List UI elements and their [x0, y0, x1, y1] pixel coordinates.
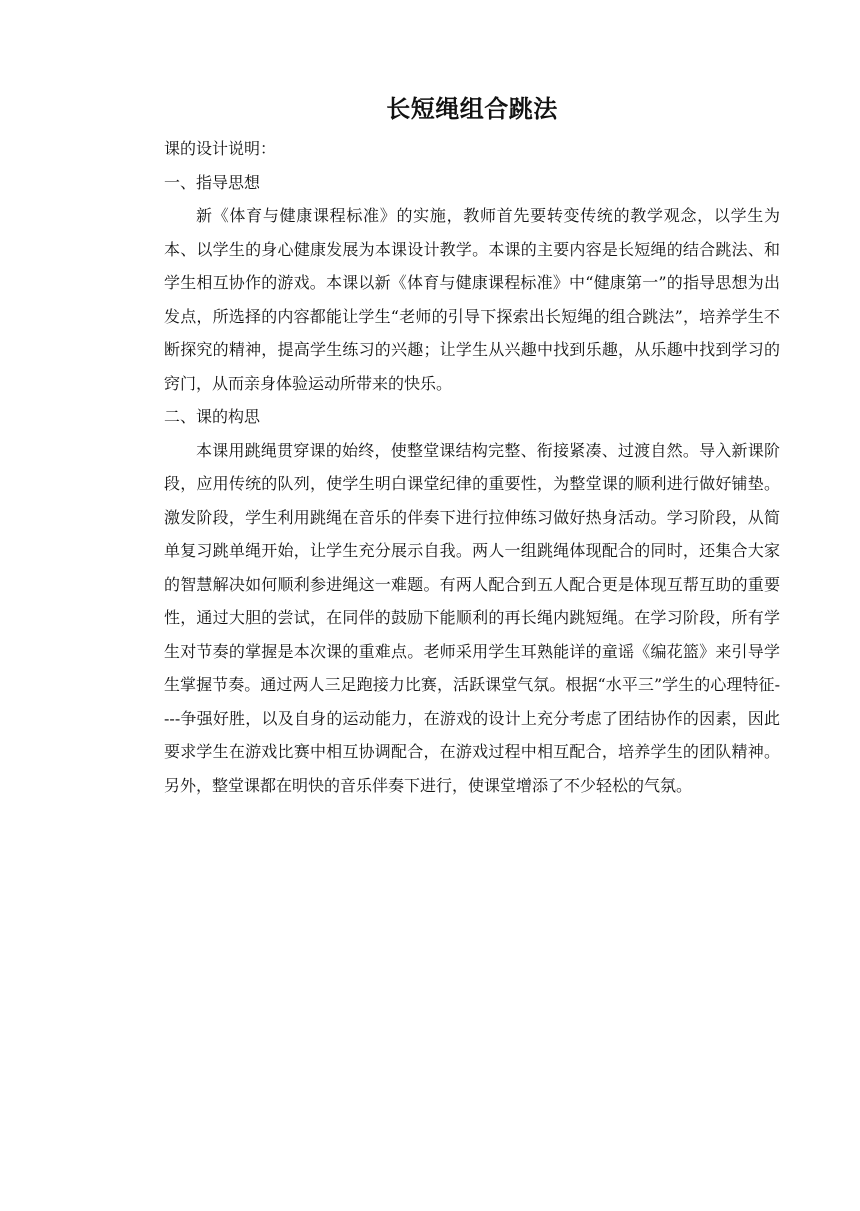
section-paragraph-lesson-concept: 本课用跳绳贯穿课的始终，使整堂课结构完整、衔接紧凑、过渡自然。导入新课阶段，应用传统的队列，使学生明白课堂纪律的重要性，为整堂课的顺利进行做好铺垫。激发阶段，学生利用跳绳在音乐的伴奏下进行拉伸练习做好热身活动。学习阶段，从简单复习跳单绳开始，让学生充分展示自我。两人一组跳绳体现配合的同时，还集合大家的智慧解决如何顺利参进绳这一难题。有两人配合到五人配合更是体现互帮互助的重要性，通过大胆的尝试，在同伴的鼓励下能顺利的再长绳内跳短绳。在学习阶段，所有学生对节奏的掌握是本次课的重难点。老师采用学生耳熟能详的童谣《编花篮》来引导学生掌握节奏。通过两人三足跑接力比赛，活跃课堂气氛。根据“水平三”学生的心理特征----争强好胜，以及自身的运动能力，在游戏的设计上充分考虑了团结协作的因素，因此要求学生在游戏比赛中相互协调配合，在游戏过程中相互配合，培养学生的团队精神。另外，整堂课都在明快的音乐伴奏下进行，使课堂增添了不少轻松的气氛。	[164, 440, 780, 795]
section-heading-guiding-idea: 一、指导思想	[164, 172, 261, 192]
section-heading-lesson-concept: 二、课的构思	[164, 407, 261, 426]
document-body	[164, 92, 780, 802]
intro-label: 课的设计说明：	[164, 139, 277, 158]
section-paragraph-guiding-idea: 新《体育与健康课程标准》的实施，教师首先要转变传统的教学观念，以学生为本、以学生的身心健康发展为本课设计教学。本课的主要内容是长短绳的结合跳法、和学生相互协作的游戏。本课以新《体育与健康课程标准》中“健康第一”的指导思想为出发点，所选择的内容都能让学生“老师的引导下探索出长短绳的组合跳法”，培养学生不断探究的精神，提高学生练习的兴趣；让学生从兴趣中找到乐趣，从乐趣中找到学习的窍门，从而亲身体验运动所带来的快乐。	[164, 206, 780, 393]
document-title: 长短绳组合跳法	[386, 94, 558, 123]
